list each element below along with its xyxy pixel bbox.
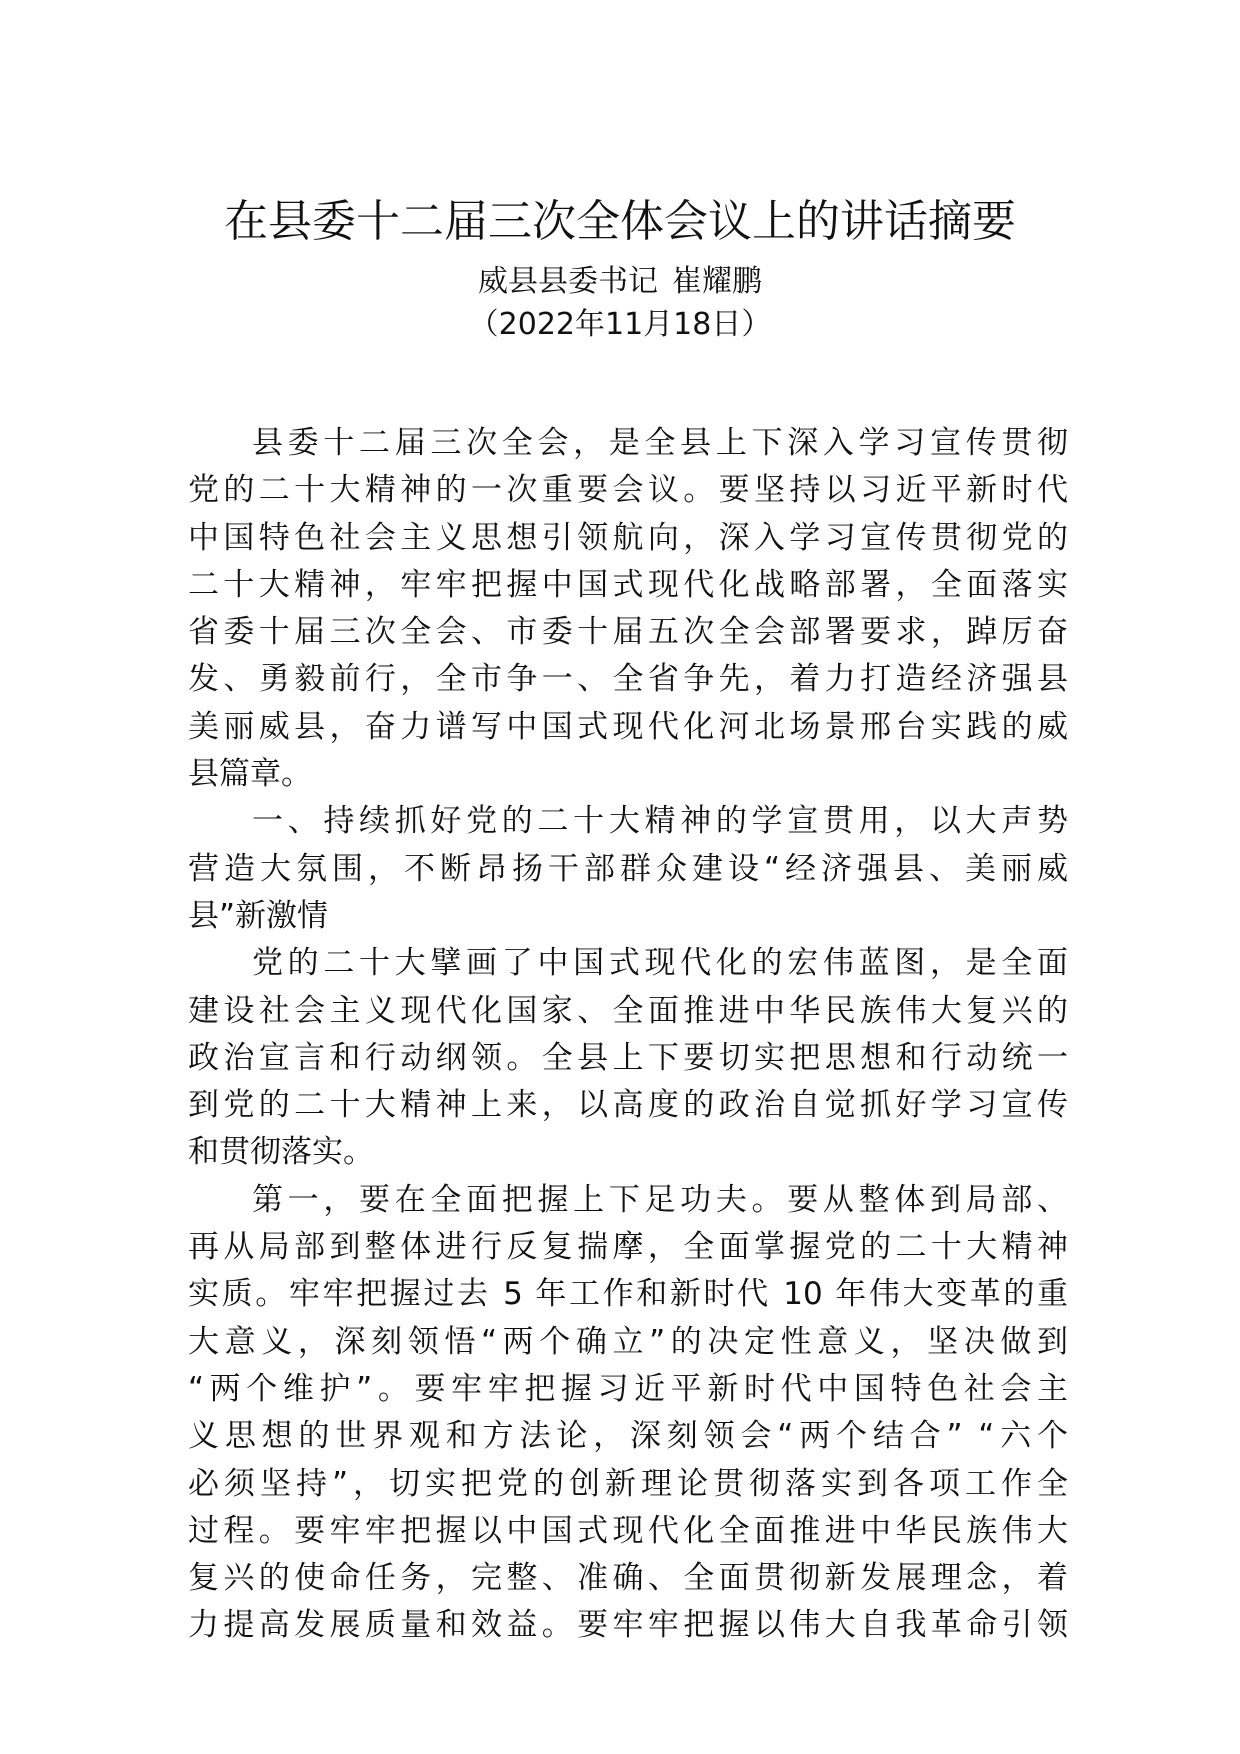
paragraph-intro [188, 420, 1068, 798]
text-line: 第一，要在全面把握上下足功夫。要从整体到局部、 [252, 1181, 1068, 1218]
text-line: 复兴的使命任务，完整、准确、全面贯彻新发展理念，着 [188, 1560, 1068, 1597]
author-line [0, 262, 1240, 302]
text-line: “两个维护”。要牢牢把握习近平新时代中国特色社会主 [188, 1370, 1068, 1407]
text-line: 党的二十大精神的一次重要会议。要坚持以习近平新时代 [188, 472, 1068, 509]
heading-line: 一、持续抓好党的二十大精神的学宣贯用，以大声势 [252, 803, 1068, 840]
text-line: 政治宣言和行动纲领。全县上下要切实把思想和行动统一 [188, 1039, 1068, 1076]
text-line: 县委十二届三次全会，是全县上下深入学习宣传贯彻 [252, 425, 1068, 461]
text-line: 建设社会主义现代化国家、全面推进中华民族伟大复兴的 [188, 992, 1068, 1029]
text-line: 大意义，深刻领悟“两个确立”的决定性意义，坚决做到 [188, 1323, 1068, 1360]
text-line: 过程。要牢牢把握以中国式现代化全面推进中华民族伟大 [188, 1512, 1068, 1549]
document-title: 在县委十二届三次全体会议上的讲话摘要 [224, 196, 1016, 247]
text-line: 和贯彻落实。 [188, 1134, 374, 1171]
paragraph-first-point [188, 1177, 1068, 1650]
text-line: 党的二十大擘画了中国式现代化的宏伟蓝图，是全面 [252, 945, 1068, 982]
text-line: 省委十届三次全会、市委十届五次全会部署要求，踔厉奋 [188, 614, 1068, 651]
text-line: 发、勇毅前行，全市争一、全省争先，着力打造经济强县 [188, 661, 1068, 698]
speech-date: （2022年11月18日） [468, 307, 772, 342]
author-role: 威县县委书记 [478, 264, 658, 299]
section-heading-1 [188, 798, 1068, 940]
text-line: 二十大精神，牢牢把握中国式现代化战略部署，全面落实 [188, 566, 1068, 603]
text-line: 实质。牢牢把握过去 5 年工作和新时代 10 年伟大变革的重 [188, 1276, 1068, 1313]
paragraph-blueprint [188, 940, 1068, 1176]
text-line: 必须坚持”，切实把党的创新理论贯彻落实到各项工作全 [188, 1465, 1068, 1502]
heading-line: 营造大氛围，不断昂扬干部群众建设“经济强县、美丽威 [188, 850, 1068, 887]
document-body [188, 420, 1068, 1650]
text-line: 到党的二十大精神上来，以高度的政治自觉抓好学习宣传 [188, 1087, 1068, 1124]
heading-line: 县”新激情 [188, 897, 329, 934]
text-line: 义思想的世界观和方法论，深刻领会“两个结合” “六个 [188, 1418, 1068, 1455]
text-line: 美丽威县，奋力谱写中国式现代化河北场景邢台实践的威 [188, 708, 1068, 745]
author-name: 崔耀鹏 [672, 264, 762, 299]
text-line: 再从局部到整体进行反复揣摩，全面掌握党的二十大精神 [188, 1229, 1068, 1266]
text-line: 中国特色社会主义思想引领航向，深入学习宣传贯彻党的 [188, 519, 1068, 556]
text-line: 县篇章。 [188, 756, 312, 793]
text-line: 力提高发展质量和效益。要牢牢把握以伟大自我革命引领 [188, 1607, 1068, 1644]
